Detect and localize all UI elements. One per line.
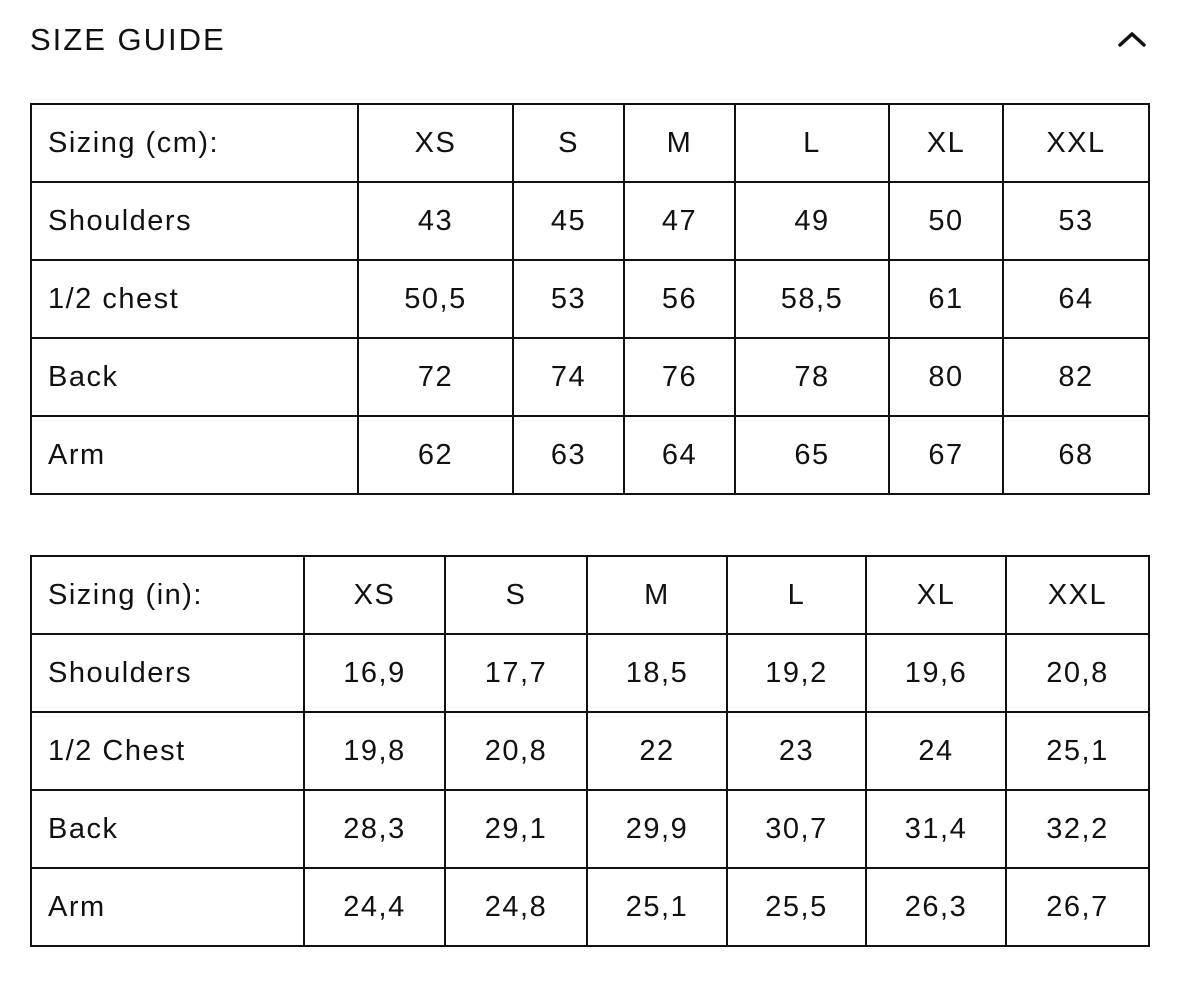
table-row: [31, 338, 1149, 416]
size-header-cell: M: [624, 104, 735, 182]
table-row: [31, 790, 1149, 868]
sizing-unit-label: Sizing (in):: [31, 556, 304, 634]
measurement-value: 19,6: [866, 634, 1006, 712]
size-header-cell: S: [445, 556, 587, 634]
measurement-value: 24,4: [304, 868, 445, 946]
size-table-in: [30, 555, 1150, 947]
measurement-value: 22: [587, 712, 727, 790]
measurement-value: 56: [624, 260, 735, 338]
measurement-value: 72: [358, 338, 513, 416]
measurement-value: 23: [727, 712, 866, 790]
table-row: [31, 260, 1149, 338]
size-header-cell: M: [587, 556, 727, 634]
measurement-label: Back: [31, 790, 304, 868]
measurement-label: Shoulders: [31, 634, 304, 712]
measurement-value: 20,8: [445, 712, 587, 790]
measurement-value: 25,5: [727, 868, 866, 946]
measurement-label: Arm: [31, 416, 358, 494]
sizing-unit-label: Sizing (cm):: [31, 104, 358, 182]
measurement-label: 1/2 Chest: [31, 712, 304, 790]
table-row: [31, 712, 1149, 790]
chevron-up-icon[interactable]: [1116, 23, 1148, 55]
size-header-cell: XXL: [1006, 556, 1149, 634]
table-row: [31, 634, 1149, 712]
table-header-row: [31, 104, 1149, 182]
measurement-value: 76: [624, 338, 735, 416]
measurement-value: 74: [513, 338, 624, 416]
measurement-value: 16,9: [304, 634, 445, 712]
size-header-cell: XXL: [1003, 104, 1149, 182]
measurement-value: 24,8: [445, 868, 587, 946]
measurement-value: 80: [889, 338, 1003, 416]
measurement-label: Arm: [31, 868, 304, 946]
measurement-value: 53: [1003, 182, 1149, 260]
measurement-value: 45: [513, 182, 624, 260]
size-guide-toggle[interactable]: [30, 0, 1148, 78]
size-table-cm: [30, 103, 1150, 495]
measurement-value: 43: [358, 182, 513, 260]
size-header-cell: XS: [358, 104, 513, 182]
size-guide-title: SIZE GUIDE: [30, 21, 226, 57]
measurement-value: 26,3: [866, 868, 1006, 946]
measurement-value: 64: [624, 416, 735, 494]
measurement-value: 31,4: [866, 790, 1006, 868]
measurement-value: 50,5: [358, 260, 513, 338]
table-row: [31, 868, 1149, 946]
measurement-label: Back: [31, 338, 358, 416]
size-header-cell: L: [735, 104, 889, 182]
measurement-value: 67: [889, 416, 1003, 494]
measurement-value: 25,1: [587, 868, 727, 946]
measurement-value: 20,8: [1006, 634, 1149, 712]
measurement-value: 78: [735, 338, 889, 416]
table-header-row: [31, 556, 1149, 634]
measurement-value: 58,5: [735, 260, 889, 338]
measurement-value: 30,7: [727, 790, 866, 868]
table-row: [31, 416, 1149, 494]
measurement-value: 29,1: [445, 790, 587, 868]
measurement-value: 24: [866, 712, 1006, 790]
measurement-value: 47: [624, 182, 735, 260]
measurement-value: 19,8: [304, 712, 445, 790]
size-header-cell: XL: [889, 104, 1003, 182]
table-row: [31, 182, 1149, 260]
size-header-cell: S: [513, 104, 624, 182]
size-header-cell: XS: [304, 556, 445, 634]
measurement-value: 19,2: [727, 634, 866, 712]
measurement-value: 25,1: [1006, 712, 1149, 790]
measurement-value: 68: [1003, 416, 1149, 494]
size-header-cell: L: [727, 556, 866, 634]
measurement-value: 18,5: [587, 634, 727, 712]
measurement-value: 61: [889, 260, 1003, 338]
measurement-label: 1/2 chest: [31, 260, 358, 338]
measurement-value: 28,3: [304, 790, 445, 868]
measurement-value: 32,2: [1006, 790, 1149, 868]
measurement-value: 64: [1003, 260, 1149, 338]
measurement-value: 50: [889, 182, 1003, 260]
measurement-value: 17,7: [445, 634, 587, 712]
measurement-value: 62: [358, 416, 513, 494]
size-header-cell: XL: [866, 556, 1006, 634]
measurement-value: 63: [513, 416, 624, 494]
measurement-label: Shoulders: [31, 182, 358, 260]
measurement-value: 65: [735, 416, 889, 494]
measurement-value: 49: [735, 182, 889, 260]
measurement-value: 29,9: [587, 790, 727, 868]
measurement-value: 26,7: [1006, 868, 1149, 946]
measurement-value: 53: [513, 260, 624, 338]
measurement-value: 82: [1003, 338, 1149, 416]
